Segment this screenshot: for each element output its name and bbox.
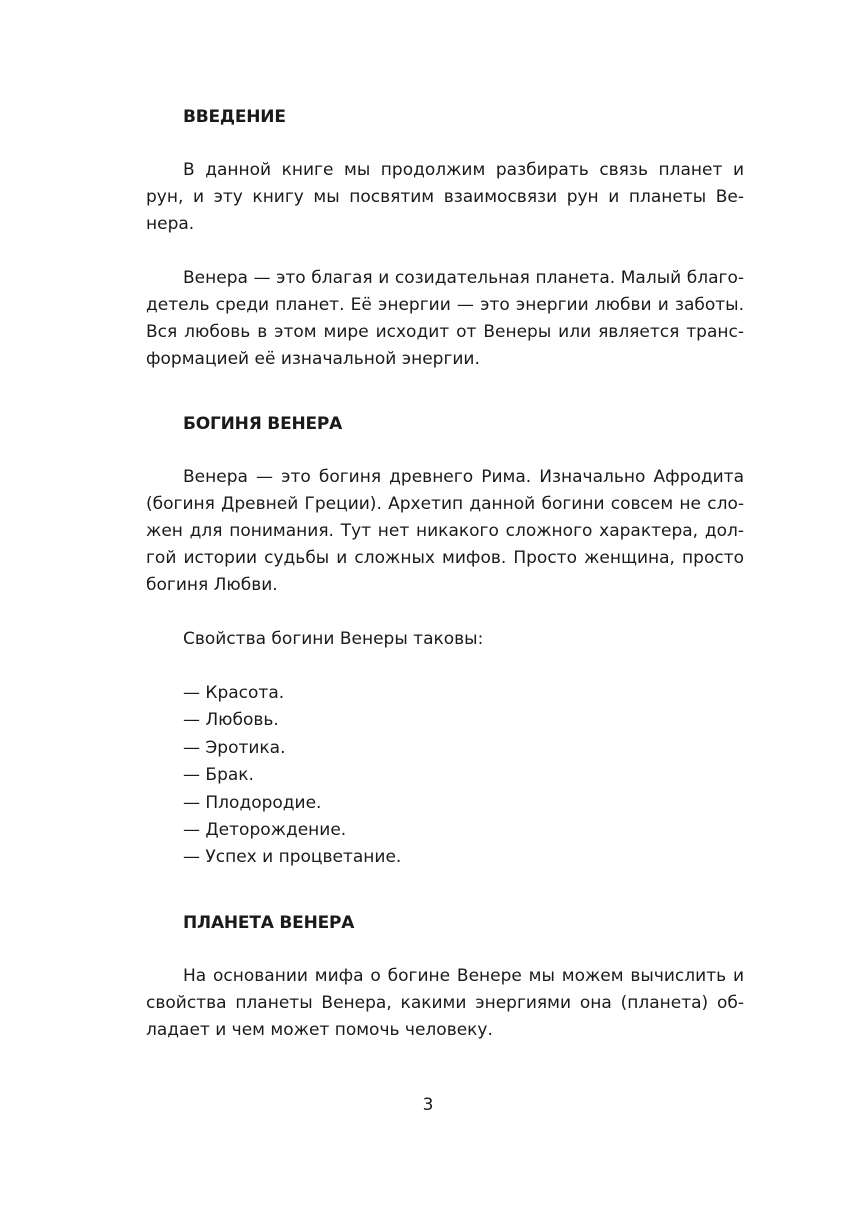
list-item: — Эротика. bbox=[183, 737, 286, 758]
list-item: — Любовь. bbox=[183, 710, 279, 731]
paragraph: В данной книге мы продолжим разбирать связь планет и рун, и эту книгу мы посвятим взаимосвязи рун и планеты Венера. bbox=[146, 160, 744, 234]
section-heading-planet-venus: ПЛАНЕТА ВЕНЕРА bbox=[183, 912, 355, 933]
paragraph: Свойства богини Венеры таковы: bbox=[183, 629, 484, 649]
page-number: 3 bbox=[422, 1095, 434, 1115]
list-item: — Деторождение. bbox=[183, 820, 347, 841]
list-item: — Брак. bbox=[183, 765, 254, 786]
section-heading-goddess-venus: БОГИНЯ ВЕНЕРА bbox=[183, 414, 343, 434]
list-item: — Красота. bbox=[183, 683, 285, 703]
properties-list bbox=[146, 680, 744, 872]
paragraph: Венера — это богиня древнего Рима. Изначально Афродита (богиня Древней Греции). Архетип данной богини совсем не сложен для понимания. Тут нет никакого сложного характера, долгой истории судьбы и сложных мифов. Просто женщина, просто богиня Любви. bbox=[146, 467, 744, 595]
paragraph: Венера — это благая и созидательная планета. Малый благодетель среди планет. Её энергии — это энергии любви и заботы. Вся любовь в этом мире исходит от Венеры или является трансформацией её изначальной энергии. bbox=[146, 268, 744, 369]
paragraph: На основании мифа о богине Венере мы можем вычислить и свойства планеты Венера, какими энергиями она (планета) обладает и чем может помочь человеку. bbox=[146, 965, 744, 1040]
list-item: — Успех и процветание. bbox=[183, 847, 402, 868]
list-item: — Плодородие. bbox=[183, 792, 322, 813]
section-heading-introduction: ВВЕДЕНИЕ bbox=[183, 107, 286, 127]
page-content bbox=[146, 104, 744, 1044]
